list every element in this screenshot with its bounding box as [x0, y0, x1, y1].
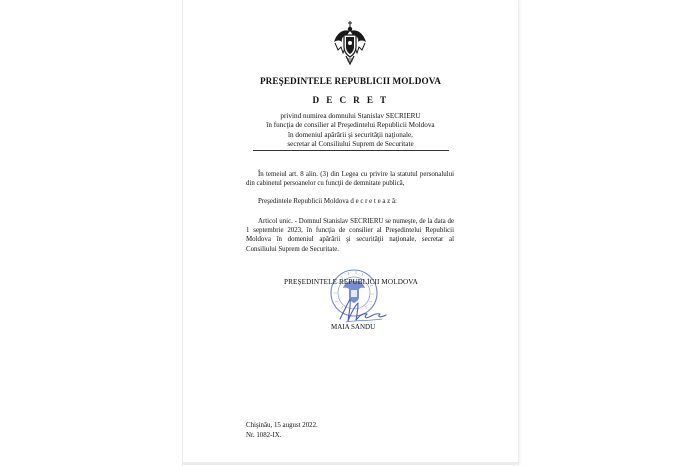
issuer-title: PREŞEDINTELE REPUBLICII MOLDOVA [259, 76, 442, 86]
page-edge [183, 462, 518, 465]
document-type: D E C R E T [312, 95, 389, 105]
decrees-paragraph: Preşedintele Republicii Moldova d e c r e t e a z ă: [258, 198, 397, 205]
subject-underline [253, 150, 449, 151]
decree-number: Nr. 1082-IX. [246, 431, 282, 439]
signatory-title: PREŞEDINTELE REPUBLICII MOLDOVA [284, 278, 418, 286]
place-date: Chişinău, 15 august 2022. [246, 422, 318, 429]
subject-line: în domeniul apărării şi securităţii naţionale, [288, 130, 413, 139]
moldova-coat-of-arms-icon [332, 20, 368, 66]
preamble-paragraph: În temeiul art. 8 alin. (3) din Legea cu privire la statutul personalului din cabinetul persoanelor cu funcţii de demnitate publică, [246, 171, 454, 188]
place-and-number [246, 421, 318, 440]
subject-line: în funcţia de consilier al Preşedintelui Republicii Moldova [266, 121, 435, 130]
subject-line: secretar al Consiliului Suprem de Securitate [287, 140, 414, 149]
article-paragraph: Articol unic. - Domnul Stanislav SECRIERU se numeşte, de la data de 1 septembrie 2023, în funcţia de consilier al Preşedintelui Republicii Moldova în domeniul apărării şi securităţii naţionale, secretar al Consiliului Suprem de Securitate. [246, 218, 454, 253]
subject-line: privind numirea domnului Stanislav SECRIERU [280, 112, 421, 120]
decree-subject [183, 112, 518, 150]
handwritten-signature [334, 293, 392, 327]
signatory-name: MAIA SANDU [331, 323, 376, 331]
